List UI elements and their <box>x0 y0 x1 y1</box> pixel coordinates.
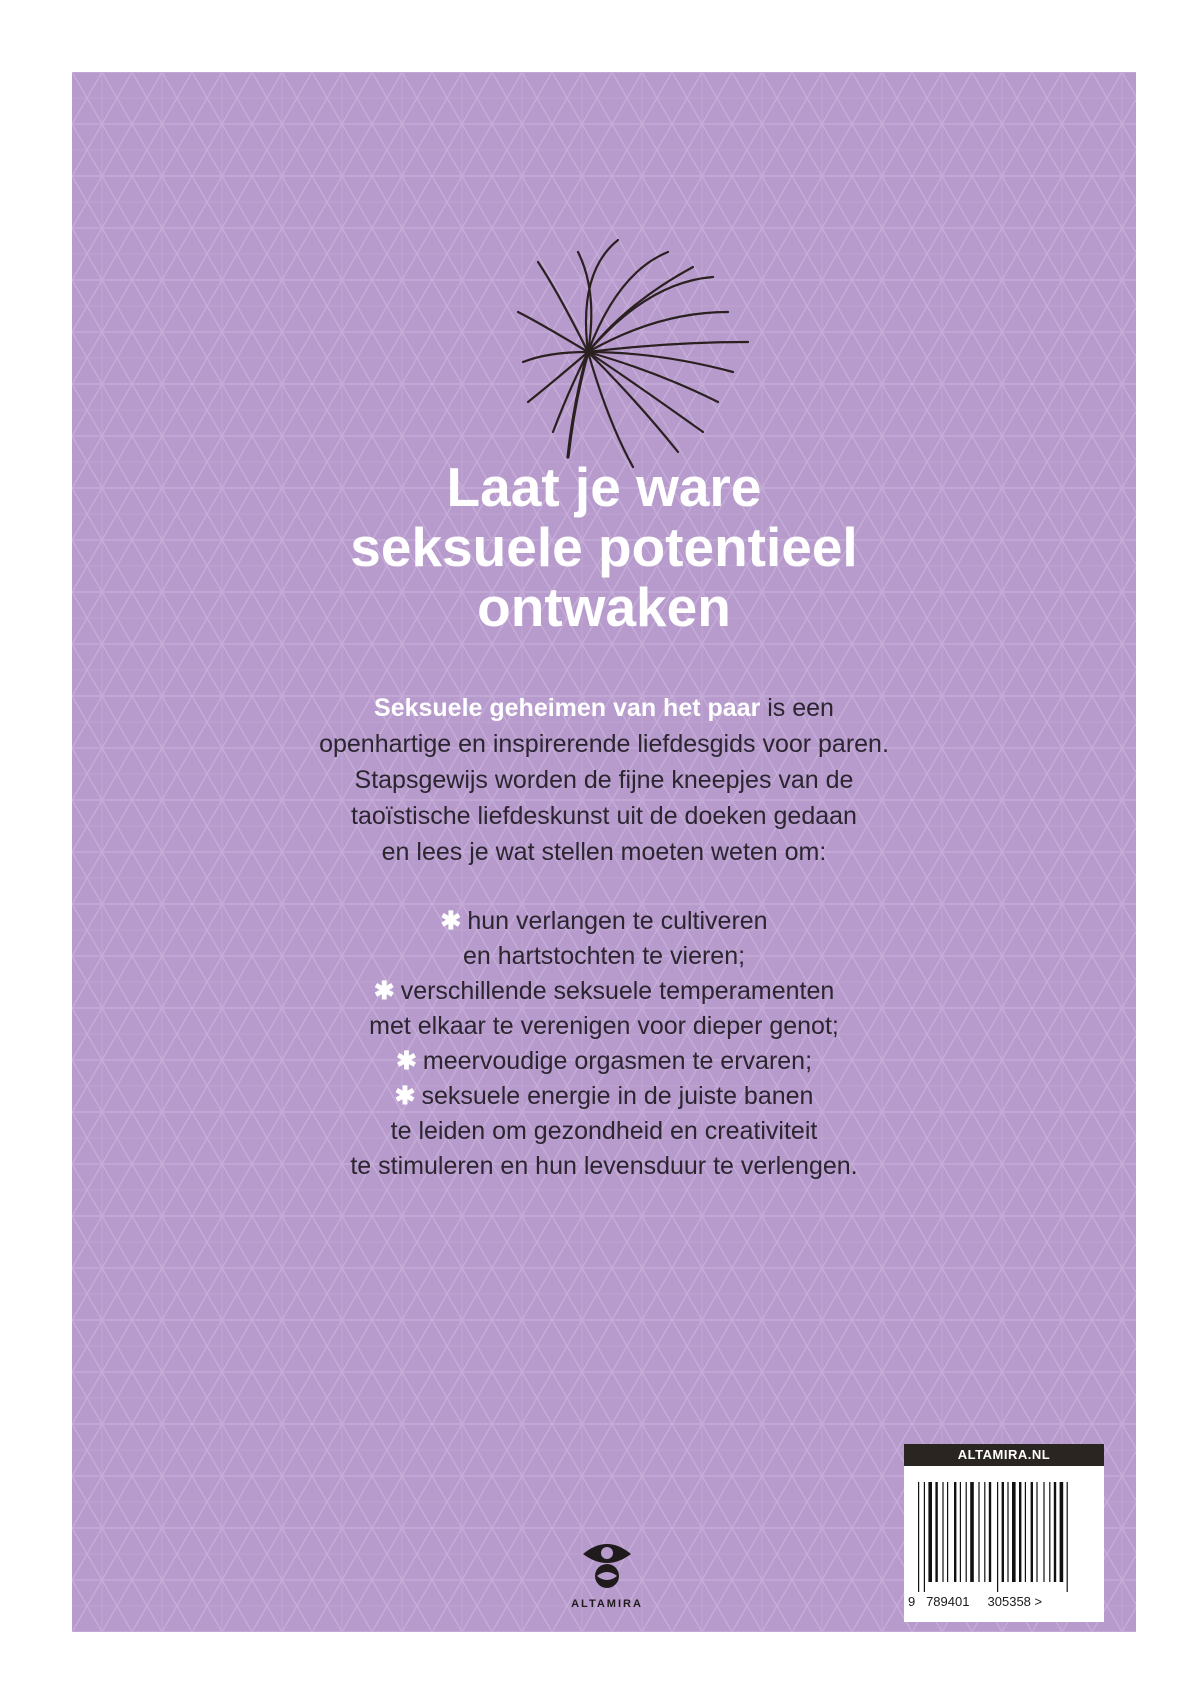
benefit-list <box>72 904 1136 1184</box>
bullet-star-icon: ✱ <box>373 977 395 1005</box>
bullet-star-icon: ✱ <box>394 1082 416 1110</box>
headline-line: seksuele potentieel <box>350 516 858 578</box>
isbn-group-2: 305358 <box>987 1594 1031 1609</box>
list-item-text: met elkaar te verenigen voor dieper genot; <box>369 1012 839 1040</box>
barcode-panel <box>904 1444 1104 1622</box>
isbn-arrow: > <box>1034 1594 1043 1609</box>
headline <box>72 457 1136 637</box>
isbn-number <box>908 1594 1102 1609</box>
bullet-star-icon: ✱ <box>395 1047 417 1075</box>
headline-line: ontwaken <box>477 576 731 638</box>
bullet-star-icon: ✱ <box>440 907 462 935</box>
intro-line: Stapsgewijs worden de fijne kneepjes van de <box>354 766 854 794</box>
book-title-inline: Seksuele geheimen van het paar <box>374 694 761 722</box>
list-item-text: meervoudige orgasmen te ervaren; <box>422 1047 813 1075</box>
list-item-text: seksuele energie in de juiste banen <box>421 1082 814 1110</box>
intro-paragraph <box>72 690 1136 870</box>
list-item <box>72 1044 1136 1079</box>
list-item-text: verschillende seksuele temperamenten <box>400 977 835 1005</box>
isbn-first-digit: 9 <box>908 1594 916 1609</box>
list-item-text: te leiden om gezondheid en creativiteit <box>390 1117 818 1145</box>
isbn-group-1: 789401 <box>926 1594 970 1609</box>
publisher-name: ALTAMIRA <box>571 1598 643 1610</box>
intro-first-rest: is een <box>760 694 834 722</box>
intro-first-line <box>72 690 1136 726</box>
list-item <box>72 974 1136 1044</box>
book-back-cover <box>72 72 1136 1632</box>
intro-line: taoïstische liefdeskunst uit de doeken gedaan <box>351 802 857 830</box>
headline-line: Laat je ware <box>446 456 762 518</box>
website-label: ALTAMIRA.NL <box>904 1444 1104 1466</box>
list-item-text: te stimuleren en hun levensduur te verlengen. <box>350 1152 858 1180</box>
altamira-logo-icon <box>577 1532 637 1592</box>
barcode <box>918 1482 1092 1592</box>
list-item <box>72 904 1136 974</box>
list-item-text: hun verlangen te cultiveren <box>467 907 768 935</box>
list-item <box>72 1079 1136 1184</box>
intro-line: en lees je wat stellen moeten weten om: <box>381 838 827 866</box>
intro-line: openhartige en inspirerende liefdesgids voor paren. <box>319 730 889 758</box>
list-item-text: en hartstochten te vieren; <box>462 942 746 970</box>
